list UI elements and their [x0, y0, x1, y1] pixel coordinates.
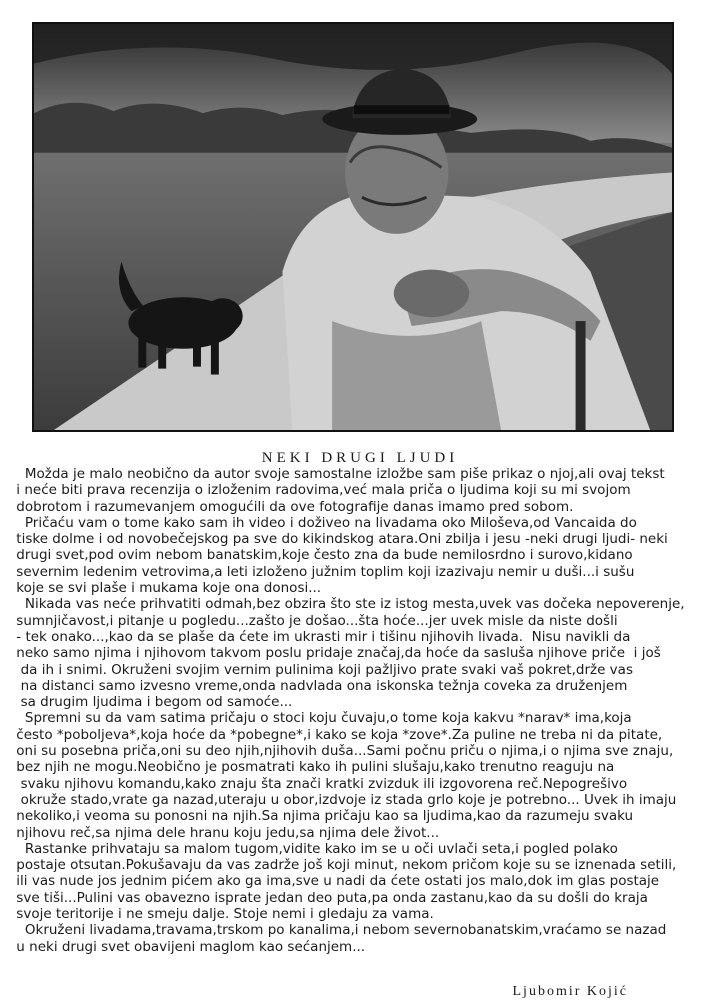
article-line: sve tiši...Pulini vas obavezno isprate jedan deo puta,pa onda zastanu,kao da su došli do kraja: [12, 889, 648, 906]
article-line: nekoliko,i veoma su ponosni na njih.Sa njima pričaju kao sa ljudima,kao da razumeju svaku: [12, 808, 634, 825]
article-line: Možda je malo neobično da autor svoje samostalne izložbe sam piše prikaz o njoj,ali ovaj tekst: [12, 466, 665, 482]
article-line: tiske dolme i od novobečejskog pa sve do kikindskog atara.Oni zbilja i jesu -neki drugi ljudi- neki: [12, 531, 668, 548]
article-line: severnim ledenim vetrovima,a leti izloženo južnim toplim koji izazivaju nemir u duši...i sušu: [12, 563, 635, 580]
article-line: Nikada vas neće prihvatiti odmah,bez obzira što ste iz istog mesta,uvek vas dočeka nepoverenje,: [12, 596, 685, 613]
article-title: NEKI DRUGI LJUDI: [261, 450, 459, 466]
article-line: neko samo njima i njihovom takvom poslu pridaje značaj,da hoće da sasluša njihove priče i još: [12, 645, 661, 662]
article-line: i neće biti prava recenzija o izloženim radovima,već mala priča o ljudima koji su mi svojom: [12, 482, 631, 499]
article-line: - tek onako...,kao da se plaše da ćete im ukrasti mir i tišinu njihovih livada. Nisu navikli da: [12, 628, 631, 645]
article-line: koje se svi plaše i mukama koje ona donosi...: [12, 580, 322, 597]
article-line: Spremni su da vam satima pričaju o stoci koju čuvaju,o tome koja kakvu *narav* ima,koja: [12, 710, 632, 727]
article-line: često *poboljeva*,koja hoće da *pobegne*,i kako se koja *zove*.Za puline ne treba ni da pitate,: [12, 726, 663, 743]
article-line: bez njih ne mogu.Neobično je posmatrati kako ih pulini slušaju,kako trenutno reaguju na: [12, 759, 615, 776]
article-line: sa drugim ljudima i begom od samoće...: [12, 694, 293, 711]
article-line: sumnjičavost,i pitanje u pogledu...zašto je došao...šta hoće...jer uvek misle da niste došli: [12, 612, 618, 629]
article-line: okruže stado,vrate ga nazad,uteraju u obor,izdvoje iz stada grlo koje je potrebno... Uvek ih imaju: [12, 791, 677, 808]
article-line: svoje teritorije i ne smeju dalje. Stoje nemi i gledaju za vama.: [12, 906, 434, 923]
article-line: na distanci samo izvesno vreme,onda nadvlada ona iskonska težnja coveka za druženjem: [12, 677, 628, 694]
article-line: ili vas nude jos jednim pićem ako ga ima,sve u nadi da ćete ostati jos malo,dok im glas postaje: [12, 873, 660, 890]
article-line: da ih i snimi. Okruženi svojim vernim pulinima koji pažljivo prate svaki vaš pokret,drže vas: [12, 661, 633, 678]
article-line: Pričaću vam o tome kako sam ih video i doživeo na livadama oko Miloševa,od Vancaida do: [12, 514, 637, 531]
article-line: Rastanke prihvataju sa malom tugom,vidite kako im se u oči uvlači seta,i pogled polako: [12, 840, 618, 857]
photo-shepherd-with-dog: [32, 22, 674, 432]
article-line: u neki drugi svet obavijeni maglom kao sećanjem...: [12, 938, 366, 955]
article-line: Okruženi livadama,travama,trskom po kanalima,i nebom severnobanatskim,vraćamo se nazad: [12, 922, 667, 939]
author-signature: Ljubomir Kojić: [512, 984, 628, 999]
article-line: dobrotom i razumevanjem omogućili da ove fotografije danas imamo pred sobom.: [12, 498, 574, 515]
article-body: [12, 466, 712, 955]
article-line: postaje otsutan.Pokušavaju da vas zadrže još koji minut, nekom pričom koje su se iznenada setili,: [12, 857, 677, 874]
article-line: njihovu reč,sa njima dele hranu koju jedu,sa njima dele život...: [12, 824, 440, 841]
article-line: drugi svet,pod ovim nebom banatskim,koje često zna da bude nemilosrdno i surovo,kidano: [12, 547, 633, 564]
article-line: svaku njihovu komandu,kako znaju šta znači kratki zvizduk ili izgovorena reč.Nepogrešivo: [12, 775, 628, 792]
article-line: oni su posebna priča,oni su deo njih,njihovih duša...Sami počnu priču o njima,i o njima sve znaju,: [12, 743, 674, 760]
photo-image: [34, 24, 672, 430]
